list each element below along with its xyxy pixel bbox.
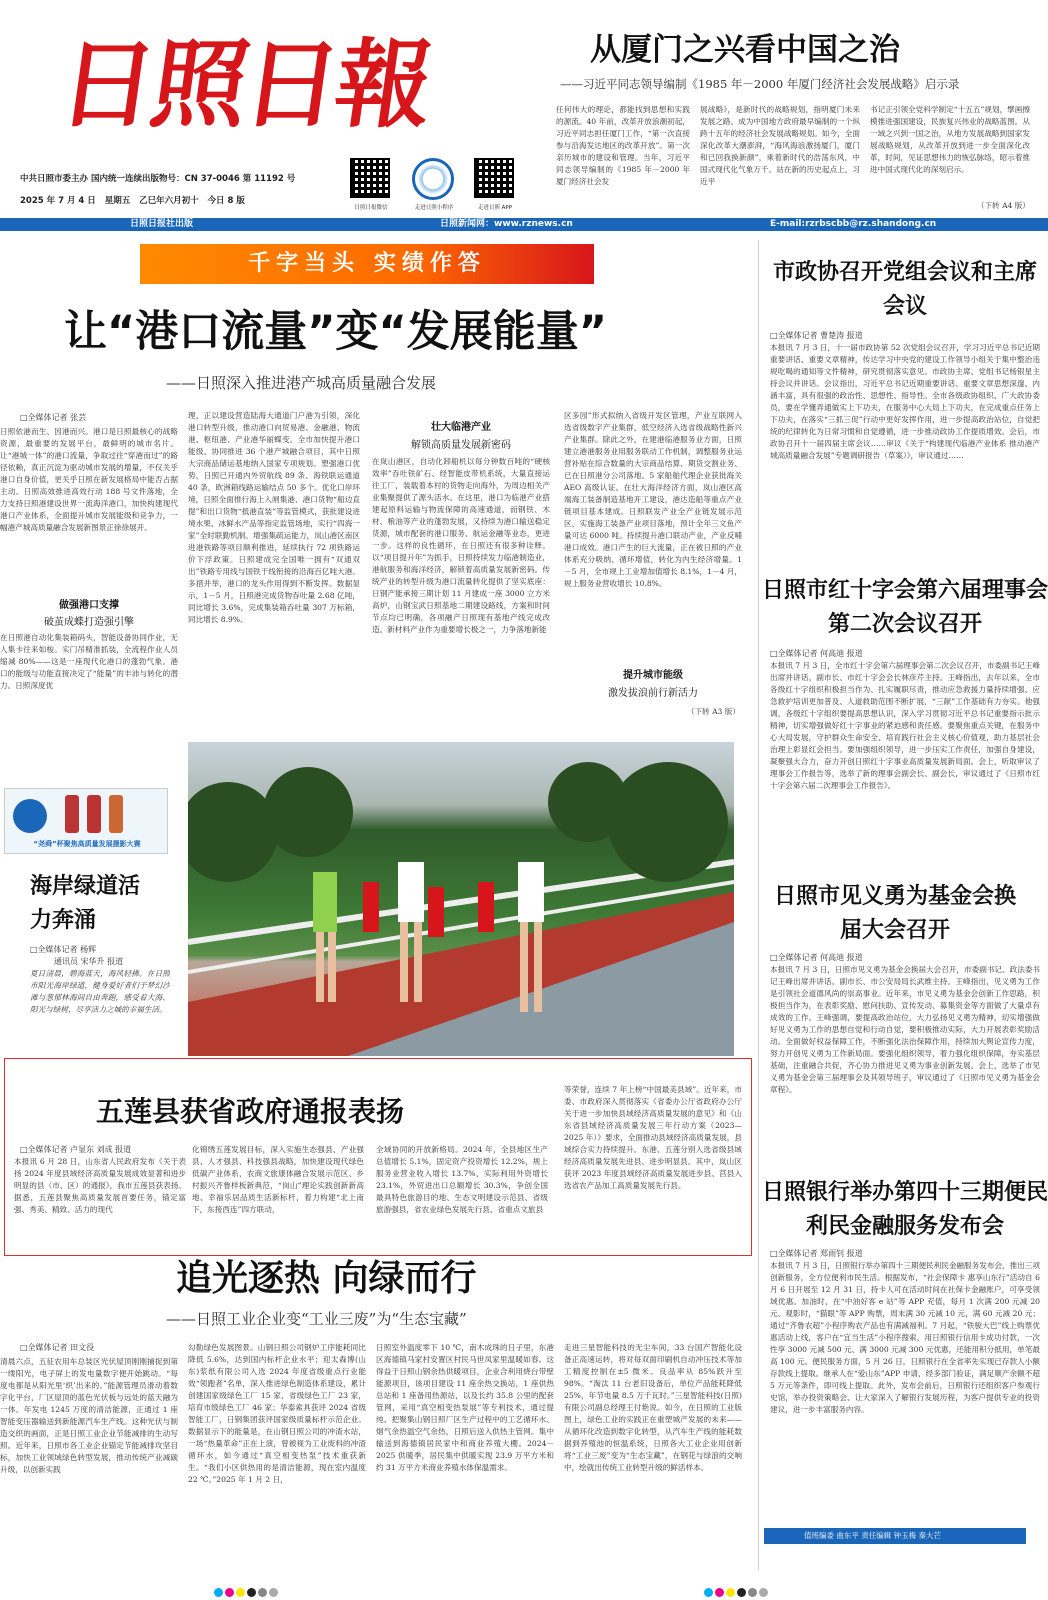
cppcc-meeting-byline: □全媒体记者 曹楚涛 报道 — [770, 331, 863, 340]
issue-pages: 今日 8 版 — [207, 196, 245, 206]
photo-caption-title — [30, 870, 150, 938]
lead-subtitle: ——日照深入推进港产城高质量融合发展 — [166, 374, 437, 392]
bank-release-title: 日照银行举办第四十三期便民利民金融服务发布会 — [762, 1180, 1048, 1239]
mini-program-icon[interactable] — [412, 158, 454, 200]
top-story-col3: 书记正引领全党科学制定“十五五”规划，擘画擦模推进强国建设，民族复兴伟业的战略蓝图。从一域之兴到一国之治，从地方发展战略到国家发展战略规划，从改革开放到进一步全面深化改革，时间，见证思想伟力的恢弘脉络，昭示着推进中国式现代化的深刻启示。 — [870, 105, 1030, 174]
bank-release-byline: □全媒体记者 郑雨钊 报道 — [770, 1249, 863, 1258]
wulian-praise-col2: 化锦绣五莲发展目标，深入实施生态强县、产业强县、人才强县、科技强县战略，加快建设现代绿色低碳产业体系，农商文旅康体融合发展示范区、乡村振兴齐鲁样板新典范，“岗山”理论实践创新新高地、幸福乐居品质生活新标杆，着力构建“北上南下，东接西连”四方联动， — [192, 1145, 364, 1214]
contest-label: “尧舜”杯聚焦高质量发展摄影大赛 — [33, 840, 141, 848]
lead-section1-head: 做强港口支撑 — [59, 600, 119, 611]
lead-section2-sub: 解锁高质量发展新密码 — [411, 440, 511, 451]
green-col1: 清晨六点，五征农用车总装区光伏屋顶刚刚捕捉到第一缕阳光，电子屏上的发电量数字便开始跳动。“每度电都是从阳光里‘织’出来的。”能源管理员滑动着数字化平台，厂区屋顶的蓝色光伏板与远处的蓝天融为一体。年发电 1245 万度的清洁能源，正通过 1 座智能变压器输送到新能源汽车生产线。这种光伏与制造交织的画面，正是日照工业企业节能减排的生动写照。近年来，日照市各工业企业锚定节能减排攻坚目标，加快工业领域绿色转型发展，推动传统产业减碳升级，以创新实践 — [0, 1357, 178, 1474]
editor-credit-bar: 值班编委 曲东平 责任编辑 钟玉梅 秦大芒 — [764, 1528, 1026, 1544]
green-col2: 勾勒绿色发展图景。山钢日照公司钢炉工序能耗同比降低 5.6%，达到国内标杆企业水平；迎太森博(山东)浆纸有限公司入选 2024 年度省级重点行业能效“领跑者”名单，深入推进绿色制造体系建设，累计创建国家级绿色工厂 15 家、省级绿色工厂 23 家，培育市级绿色工厂 46 家；华泰索具获评 2024 省级智能工厂，日钢集团获评国家级质量标杆示范企业。数据显示下的能量是，在山钢日照公司的冲渣水站，一场“热量革命”正在上演，曾被视为工业废料的冲渣循环水，如今通过“真空相变热泵”技术重获新生。“我们小区供热用的是清洁能源，现在室内温度 22 ℃。”2025 年 1 月 2 日， — [188, 1343, 366, 1484]
green-col3: 日照室外温度零下 10 ℃，南木成珠的日子里，东港区海德镇马家村安置区村民马世凤家里温暖如春。这得益于日照山钢余热供暖项目，企业合利用烧台带壁能源项目，该项目建设 11 座余热交换站，1 座供热总站和 1 座备用热源站，以及长约 35.8 公里的配套管网，采用“真空相变热泵展”等专利技术，通过提纯、把聚集山钢日照厂区生产过程中的工艺循环水、烟气余热温空气余热，日照后送入供热主管网。集中输送到海德镇居民家中和商业养殖大棚。2024－2025 供暖季，居民集中供暖实现 23.9 万平方米和约 31 万平方米商业养殖水体保温需求。 — [376, 1343, 554, 1472]
wulian-praise-col1: 本报讯 6 月 28 日，山东省人民政府发布《关于表扬 2024 年度县域经济高质量发展成效显著和进步明显的县（市、区）的通报》，我市五莲县获表扬。据悉，五莲县聚焦高质量发展首要任务，锚定富强、秀美、精致、活力的现代 — [14, 1157, 186, 1214]
photo-byline1: □全媒体记者 杨辉 — [30, 945, 97, 954]
wulian-praise-col3: 全域协同的开放新格局。2024 年，全县地区生产总值增长 5.1%，固定资产投资增长 12.2%，规上服务业营业收入增长 13.7%，实际利用外资增长 23.1%，外贸进出口总额增长 30.3%，争创全国最具特色旅游目的地、生态文明建设示范县、省级旅游强县，省农业绿色发展先行县、省重点文旅县 — [376, 1145, 548, 1214]
top-story-title: 从厦门之兴看中国之治 — [590, 32, 900, 68]
website-link[interactable]: 日照新闻网：www.rznews.cn — [440, 219, 573, 229]
masthead-date-line — [20, 194, 340, 206]
top-story-continued: （下转 A4 版） — [976, 201, 1030, 210]
print-color-marks-left — [214, 1582, 280, 1600]
qr-label-miniprogram: 走进日照小程序 — [414, 205, 454, 211]
red-cross-byline: □全媒体记者 何高迪 报道 — [770, 649, 863, 658]
issue-weekday: 星期五 — [104, 196, 131, 206]
green-subtitle: ——日照工业企业变“工业三废”为“生态宝藏” — [166, 1310, 467, 1328]
greenway-photo — [188, 742, 734, 1056]
bottle-icon — [109, 795, 123, 833]
lead-col1b: 在日照港自动化集装箱码头，智能设备协同作业，无人集卡往来如梭。实门吊精准抓装，全流程作业人员缩减 80%——这是一座现代化港口的蓬勃气象。港口的能级与功能直接决定了“能量”的丰沛与转化的潜力。日照深度优 — [0, 633, 178, 690]
contest-logo-box — [4, 788, 168, 854]
banner-slogan: 千字当头 实绩作答 — [140, 244, 594, 284]
heroism-fund-body: 本报讯 7 月 3 日，日照市见义勇为基金会换届大会召开，市委副书记、政法委书记王峰出席并讲话。副市长、市公安局局长武维主持。王峰指出，见义勇为工作是引领社会道德风尚的崇高事业。近年来，市见义勇为基金会创新工作思路，积极担当作为，在表彰奖励、慰问扶助、宣传发动、募集资金等方面做了大量卓有成效的工作。王峰强调，要提高政治站位，大力弘扬见义勇为精神，切实增强做好见义勇为工作的思想自觉和行动自觉，要积极推动实际，大力开展表彰奖励活动。全面做好权益保障工作，不断强化法治保障作用，持续加大舆论宣传力度，努力开创见义勇为工作新局面。要强化组织领导，着力强化组织保障，夯实基层基础，注重融合共促，齐心协力推进见义勇为事业创新发展。会上，选举了市见义勇为基金会第三届理事会及其领导班子，审议通过了《日照市见义勇为基金会章程》。 — [770, 965, 1040, 1094]
wulian-praise-byline: □全媒体记者 卢显东 刘成 报道 — [20, 1145, 132, 1154]
lead-section3-sub: 激发拔浪前行新活力 — [608, 688, 698, 699]
red-cross-body: 本报讯 7 月 3 日，全市红十字会第六届理事会第二次会议召开，市委副书记王峰出席并讲话。副市长、市红十字会会长林彦芹主持。王峰指出，去年以来，全市各级红十字组织积极担当作为、扎实履职尽责，推动应急救援力量持续增强、应急救护培训更加普及、人道救助范围不断扩展，“三献”工作基础有力夯实。他强调，各级红十字组织要提高思想认识，深入学习贯彻习近平总书记重要指示批示精神，切实增强做好红十字事业的紧迫感和责任感。要聚焦重点关键，在服务中心大局发展，守护群众生命安全、培育践行社会主义核心价值观，助力基层社会治理上彰显红会担当。要加强组织领导，进一步压实工作责任，加强自身建设，凝聚强大合力，奋力开创日照红十字事业高质量发展新局面。会上，听取审议了理事会工作报告等，选举了新的理事会副会长、副会长，审议通过了《日照市红十字会第六届二次理事会工作报告》。 — [770, 661, 1040, 790]
issue-date: 2025 年 7 月 4 日 — [20, 196, 96, 206]
green-byline: □全媒体记者 田文役 — [20, 1343, 95, 1352]
cppcc-meeting-title: 市政协召开党组会议和主席会议 — [772, 260, 1037, 319]
lead-section1-sub: 破茧成蝶打造强引擎 — [44, 617, 134, 628]
right-column-divider — [758, 240, 759, 1570]
lead-col3: 在岚山港区，自动化卸船机以每分钟数百吨的“硬核效率”吞吐铁矿石、经智能皮带机系统，大量直接运往工厂，装载着本村的货物走向海外，为周边相关产业集聚提供了源头活水。在这里，港口为临港产业搭建起原料运输与物流保障的高速通道，而钢铁、木材、粮油等产业的蓬勃发展，又持续为港口输送稳定货源，城市配套的港口服务、航运金融等业态，更进一步。这样的良性循环，在日照还有很多种诠释。以“项目提升年”为抓手，日照持续发力临港制造业，港航服务和海洋经济，解锁着高质量发展新密码。传统产业的转型升级为港口流量转化提供了坚实底座：日钢产能承接三期计划 11 月建成一座 3000 立方米高炉，山钢宝武日照基地二期建设路线，方案和时间节点均已明确，各项融产日照现有基地产线完成改造。新材料产业作为重要增长极之一，力争落地新能 — [372, 457, 550, 634]
heroism-fund-title: 日照市见义勇为基金会换届大会召开 — [773, 884, 1016, 943]
lead-col4: 区多园”形式拟纳入省级开发区管理，产业互联网入选省级数字产业集群，低空经济入选省级战略性新兴产业集群。除此之外，在建港临港服务业方面，日照建立港港服务业用服务联动工作机制，调整服务业运营补贴在综合数量的大宗商品结算、期货交割业务、已在日照港分公司落地。5 家船舶代理企业获批海关 AEO 高级认证。在壮大海洋经济方面，岚山港区高端海工装备制造基地开工建设，港达造船等重点产业链项目基本建成。日照联发产业全产业链发展示范区，实施海工装备产业项目落地，预计全年三文鱼产量可达 6000 吨。持续提升港口联动产业，产业反哺港口成效。港口产生的巨大流量，正在被日照的产业体系充分吸纳、循环增值，转化为内生经济增量。1－5 月，全市规上工业增加值增长 8.1%，1－4 月，规上服务业营收增长 10.8%。 — [564, 411, 742, 588]
qr-code-app[interactable] — [474, 158, 514, 198]
bottle-icon — [87, 795, 101, 833]
lead-byline: □全媒体记者 张芸 — [20, 413, 87, 422]
newspaper-logo: 日照日報 — [52, 28, 437, 141]
top-story-col1: 任何伟大的理论，都能找到思想和实践的源流。40 年前，改革开放浪潮初起，习近平同志担任厦门工作，“第一次直接参与沿海发达地区的改革开放”。第一次亲历城市的建设和管理。当年，习近平同志领导编制的《1985 年－2000 年厦门经济社会发 — [556, 105, 690, 186]
wulian-praise-title: 五莲县获省政府通报表扬 — [96, 1095, 405, 1128]
lead-section2-head: 壮大临港产业 — [431, 422, 491, 433]
heroism-fund-byline: □全媒体记者 何高迪 报道 — [770, 953, 863, 962]
lead-col2: 理，正以建设营造陆海大通道门户港为引领，深化港口转型升级，推动港口向贸易港、金融港、物流港、枢纽港、产业港华丽蝶变。全市加快提升港口能级、协同推进 36 个港产城融合项目，其中日照大宗商品储运基地纳入国家专项规划。塑强港口优势，日照已开通内外贸航线 89 条、海铁联运通道 40 条，欧洲箱线路运输结点 50 多个。优化口岸环境，日照全面推行海上入闸集港、港口货物“船边直提”和出口货物“抵港直装”等监管模式，获批建设进境水果、冰鲜水产品等指定监管场地，实行“四海一家”全时联勤机制。增强集疏运能力，岚山港区南区进港铁路等项目顺利推进，延续执行 72 项铁路运价下浮政策。日照建成完全国唯一拥有“双通双出”铁路专用线与国铁干线衔接的沿海百亿吨大港。多措并举，港口的龙头作用得到不断发挥。数据显示，1－5 月，日照港完成货物吞吐量 2.68 亿吨，同比增长 3.6%，完成集装箱吞吐量 307 万标箱，同比增长 8.9%。 — [188, 411, 360, 624]
lead-col1: 日照依港而生、因港而兴。港口是日照最核心的战略资源，最重要的发展平台，最鲜明的城市名片。让“港城一体”的港口流量，争取过往“穿港而过”的路径依赖，真正沉淀为驱动城市发展的增量，不仅关乎港口自身价值，更关乎日照在新发展格局中能否占据主动。日照高效推进高效行动 188 号文件落地，全力支持日照港建设世界一流海洋港口，加快构建现代港口产业体系，全面提升城市发展能级和竞争力，一幅港产城高质量融合发展新图景正徐徐展开。 — [0, 427, 178, 532]
photo-caption-body: 夏日清晨，碧海蓝天，海风轻拂。在日照市阳光海岸绿道，健身爱好者们于梦幻沙滩与葱郁林海间自由奔跑，感受着大海、阳光与绿树，尽享活力之城的幸福生活。 — [30, 969, 170, 1014]
qr-label-wechat: 日照日报微信 — [354, 205, 388, 211]
qr-code-wechat[interactable] — [350, 158, 390, 198]
photo-byline2: 通讯员 宋华升 报道 — [54, 957, 124, 966]
green-title: 追光逐热 向绿而行 — [176, 1258, 477, 1299]
top-story-col2: 展战略》，是新时代的战略规划，指明厦门未来发展之路。成为中国地方政府最早编制的一个纵跨十五年的经济社会发展战略规划。如今，全面深化改革大潮澎湃，“海风海浪激扬厦门，厦门和已回我换新颜”，乘着新时代的浩荡东风，中国式现代化气象万千。站在新的历史起点上，习近平 — [700, 105, 860, 186]
publisher-label: 日照日报社出版 — [130, 219, 194, 229]
print-color-marks-right — [704, 1582, 770, 1600]
publisher-bar — [0, 218, 1048, 231]
masthead-info: 中共日照市委主办 国内统一连续出版物号：CN 37-0046 第 11192 号 — [20, 174, 296, 184]
wulian-praise-col4: 等荣誉，连续 7 年上榜“中国最美县域”。近年来，市委、市政府深入贯彻落实《省委办公厅省政府办公厅关于进一步加快县域经济高质量发展的意见》和《山东省县域经济高质量发展三年行动方案（2023—2025 年）》要求，全面推动县域经济高质量发展，县域综合实力持续提升。东港、五莲分别入选省级县域经济高质量发展先进县、进步明显县。其中，岚山区获评 2023 年度县域经济高质量发展进步县、莒县入选省农产品加工高质量发展先行县。 — [564, 1085, 742, 1190]
green-col4: 走进三星智能科技的无尘车间，33 台国产智能化设备正高速运转，将对每双面印刷机自动冲压技术等加工精度控制在±5 微米。良品率从 85%跃升至 98%。“淘汰 11 台老旧设备后，单位产品能耗降低 25%，年节电量 8.5 万千瓦时。”三星智能科技(日照)有限公司副总经理王付艳说。如今，在日照的工业版图上，绿色工业的实践正在重塑城产发展的未来——从循环化改造到数字化转型，从汽车生产线的能耗数据到养殖池的恒温系统，日照各大工业企业用创新将“工业三废”变为“生态宝藏”，在钢花与绿浪的交响中，绘就出传统工业转型升级的鲜活样本。 — [564, 1343, 742, 1472]
camera-icon — [13, 799, 47, 833]
issue-lunar: 乙巳年六月初十 — [139, 196, 199, 206]
top-story-subtitle: ——习近平同志领导编制《1985 年－2000 年厦门经济社会发展战略》启示录 — [560, 77, 960, 91]
qr-label-app: 走进日照 APP — [477, 205, 513, 211]
lead-section3-head: 提升城市能级 — [623, 670, 683, 681]
bottle-icon — [65, 795, 79, 833]
red-cross-title: 日照市红十字会第六届理事会第二次会议召开 — [762, 578, 1048, 637]
lead-title: 让“港口流量”变“发展能量” — [64, 307, 608, 357]
cppcc-meeting-body: 本报讯 7 月 3 日，十一届市政协第 52 次党组会议召开，学习习近平总书记近期重要讲话、重要文章精神，传达学习中央党的建设工作领导小组关于集中整治违规吃喝的通知等文件精神，研究贯彻落实意见。市政协主席、党组书记杨银星主持会议并讲话。会议指出，习近平总书记近期重要讲话、重要文章思想深邃、内涵丰富，具有很强的政治性、思想性、指导性。全市各级政协组织、广大政协委员，要在学懂弄通做实上下功夫，在服务中心大局上下功夫，在完成重点任务上下功夫，在落实“三抓三促”行动中更好发挥作用，进一步提高政治站位，自觉把统的纪律转化为日常习惯和自觉遵循，进一步推动政协工作提质增效。会后，市政协召开十一届四届主席会议……审议《关于“构建现代临港产业体系 推动港产城高质量融合发展”专题调研报告（草案）》，审议通过…… — [770, 343, 1040, 460]
lead-continued: （下转 A3 版） — [686, 707, 740, 716]
bank-release-body: 本报讯 7 月 3 日，日照银行举办第四十三期便民利民金融服务发布会，推出三项创新服务，全方位便利市民生活。根据发布，“社会保障卡 惠享山东行”活动自 6 月 6 日开展至 12 月 31 日，持卡人可在活动时间在社保卡金融账户，可享受领域优惠。加油时，在“中油好客 e 站”等 APP 充值，每月 1 次满 200 元减 20 元、观影时，“猫眼”等 APP 购票，周末满 30 元减 10 元，满 60 元减 20 元；通过“齐鲁农超”小程序购农产品也有满减福利。7 月起，“铁骏大巴”线上购票优惠活动上线，客户在“宜当生活”小程序搜索，用日照银行信用卡成功付款，一次性享 3000 元减 500 元、满 3000 元减 300 元优惠，还能用积分抵用，单笔最高 100 元。便民服务方面，5 月 26 日，日照银行在全省率先实现已存款人小额存款线上提取。继承人在“爱山东”APP 申请，经多部门验证，满足顺产余额不超 5 万元等条件，即可线上提取。此外，发布会前后，日照银行还组织客户参观行史馆，举办投资策略会、让大家深入了解银行发展历程，为客户提供专业的投资建议，进一步丰富服务内容。 — [770, 1261, 1040, 1414]
greenway-photo-art — [188, 742, 734, 1056]
email-link[interactable]: E-mail:rzrbscbb@rz.shandong.cn — [770, 219, 937, 229]
photo-caption-title-text: 海岸绿道活力奔涌 — [30, 874, 141, 933]
